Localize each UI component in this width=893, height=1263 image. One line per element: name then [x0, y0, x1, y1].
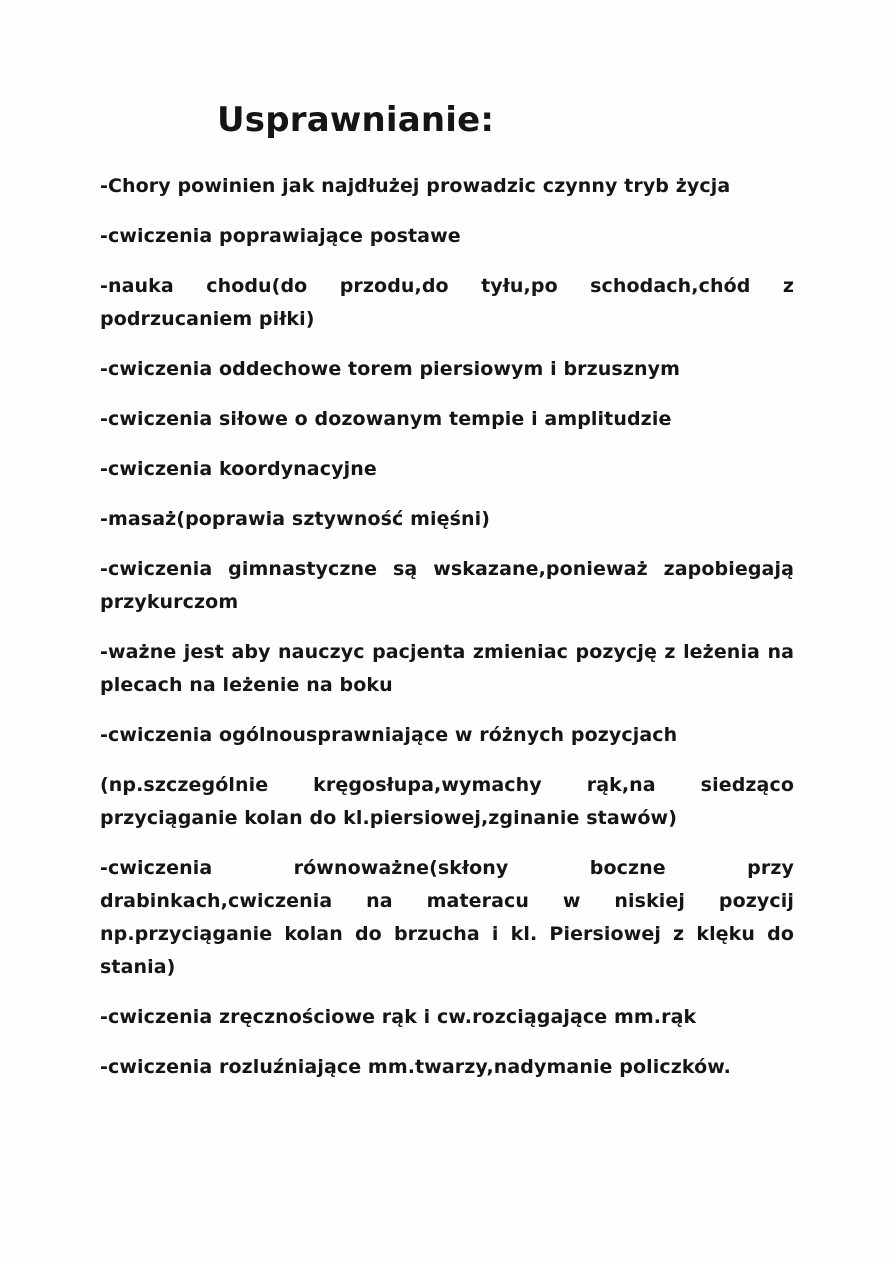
- list-item: -cwiczenia poprawiające postawe: [100, 225, 461, 247]
- list-item: -cwiczenia oddechowe torem piersiowym i brzusznym: [100, 358, 680, 380]
- list-item: -Chory powinien jak najdłużej prowadzic czynny tryb życja: [100, 175, 731, 197]
- list-item: (np.szczególnie kręgosłupa,wymachy rąk,na siedząco przyciąganie kolan do kl.piersiowej,zginanie stawów): [100, 774, 794, 829]
- list-item: -masaż(poprawia sztywność mięśni): [100, 508, 491, 530]
- list-item: -cwiczenia gimnastyczne są wskazane,ponieważ zapobiegają przykurczom: [100, 558, 794, 613]
- list-item: -cwiczenia rozluźniające mm.twarzy,nadymanie policzków.: [100, 1056, 731, 1078]
- list-item: -nauka chodu(do przodu,do tyłu,po schodach,chód z podrzucaniem piłki): [100, 275, 794, 330]
- list-item: -cwiczenia zręcznościowe rąk i cw.rozciągające mm.rąk: [100, 1006, 697, 1028]
- list-item: -ważne jest aby nauczyc pacjenta zmieniac pozycję z leżenia na plecach na leżenie na boku: [100, 641, 794, 696]
- list-item: -cwiczenia koordynacyjne: [100, 458, 377, 480]
- exercise-list: [100, 170, 794, 1101]
- list-item: -cwiczenia siłowe o dozowanym tempie i amplitudzie: [100, 408, 672, 430]
- page-title: Usprawnianie:: [217, 100, 495, 140]
- list-item: -cwiczenia równoważne(skłony boczne przy drabinkach,cwiczenia na materacu w niskiej pozycij np.przyciąganie kolan do brzucha i kl. Piersiowej z klęku do stania): [100, 857, 794, 978]
- list-item: -cwiczenia ogólnousprawniające w różnych pozycjach: [100, 724, 678, 746]
